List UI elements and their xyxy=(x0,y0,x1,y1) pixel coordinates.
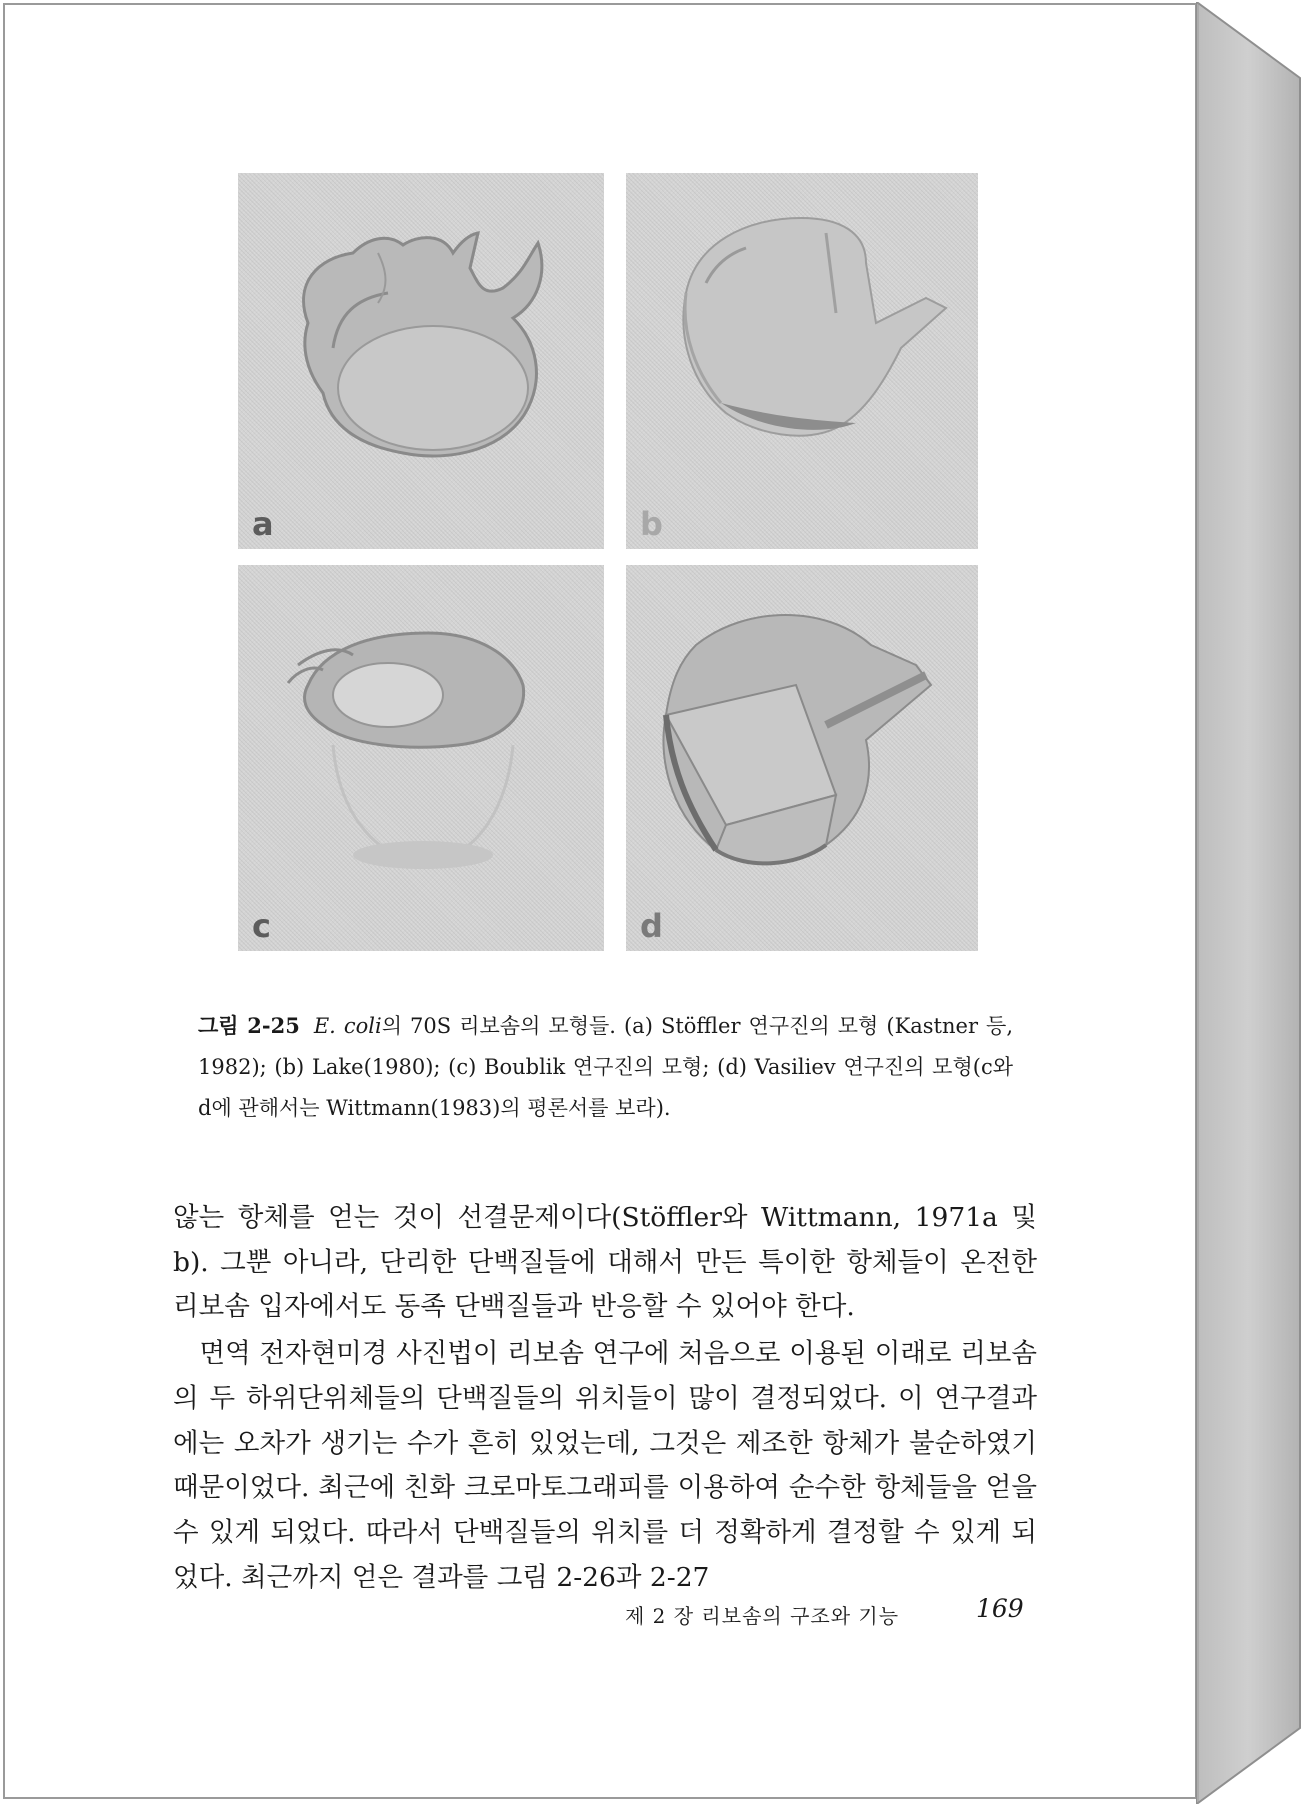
book-page-edges xyxy=(1196,0,1306,1806)
figure-caption xyxy=(198,1005,1013,1129)
running-head: 제 2 장 리보솜의 구조와 기능 xyxy=(625,1604,900,1628)
body-text xyxy=(173,1196,1037,1600)
species-name: E. coli xyxy=(313,1014,382,1038)
figure-panel-d xyxy=(626,565,978,951)
panel-label-d: d xyxy=(640,907,663,945)
panel-label-a: a xyxy=(252,505,274,543)
ribosome-model-c-image xyxy=(238,565,604,951)
figure-panel-c xyxy=(238,565,604,951)
ribosome-figure xyxy=(238,173,978,953)
book-page xyxy=(3,3,1197,1799)
panel-label-c: c xyxy=(252,907,271,945)
paragraph: 면역 전자현미경 사진법이 리보솜 연구에 처음으로 이용된 이래로 리보솜의 두 하위단위체들의 단백질들의 위치들이 많이 결정되었다. 이 연구결과에는 오차가 생기는 수가 흔히 있었는데, 그것은 제조한 항체가 불순하였기 때문이었다. 최근에 친화 크로마토그래피를 이용하여 순수한 항체들을 얻을 수 있게 되었다. 따라서 단백질들의 위치를 더 정확하게 결정할 수 있게 되었다. 최근까지 얻은 결과를 그림 2-26과 2-27 xyxy=(173,1338,1037,1593)
figure-panel-a xyxy=(238,173,604,549)
ribosome-model-b-image xyxy=(626,173,978,549)
figure-panel-b xyxy=(626,173,978,549)
page-number: 169 xyxy=(976,1594,1024,1623)
ribosome-model-a-image xyxy=(238,173,604,549)
figure-number: 그림 2-25 xyxy=(198,1013,300,1038)
caption-text: 의 70S 리보솜의 모형들. (a) Stöffler 연구진의 모형 (Kastner 등, 1982); (b) Lake(1980); (c) Boublik 연구진의 모형; (d) Vasiliev 연구진의 모형(c와 d에 관해서는 Wittmann(1983)의 평론서를 보라). xyxy=(198,1014,1013,1120)
paragraph: 않는 항체를 얻는 것이 선결문제이다(Stöffler와 Wittmann, 1971a 및 b). 그뿐 아니라, 단리한 단백질들에 대해서 만든 특이한 항체들이 온전한 리보솜 입자에서도 동족 단백질들과 반응할 수 있어야 한다. xyxy=(173,1202,1037,1323)
ribosome-model-d-image xyxy=(626,565,978,951)
panel-label-b: b xyxy=(640,505,663,543)
